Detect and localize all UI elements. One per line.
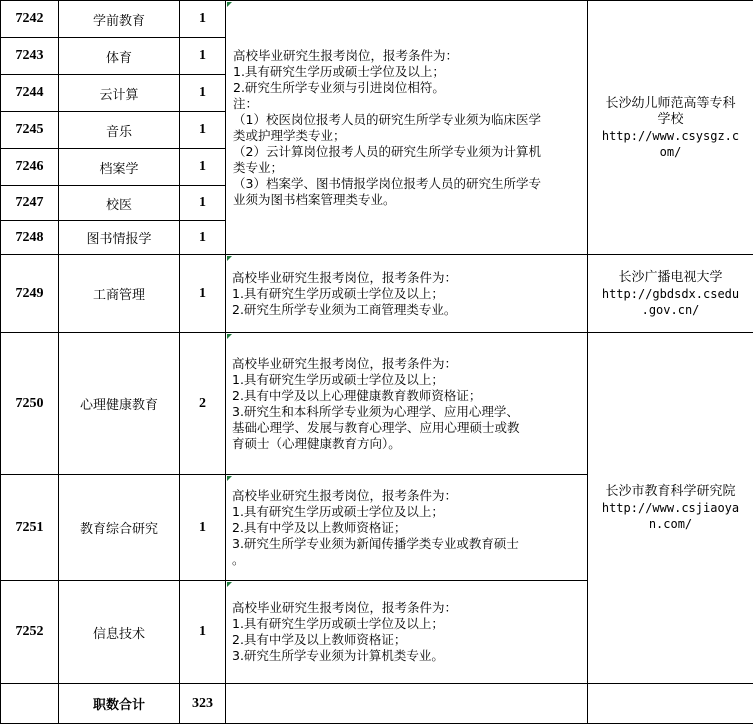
position-name: 工商管理	[59, 255, 180, 333]
position-code: 7251	[1, 475, 59, 581]
conditions-cell	[226, 255, 588, 333]
condition-line: 3.研究生和本科所学专业须为心理学、应用心理学、	[226, 404, 587, 420]
table-row	[1, 1, 753, 38]
position-name: 云计算	[59, 75, 180, 112]
position-count: 1	[180, 221, 226, 255]
position-name: 音乐	[59, 112, 180, 149]
empty-cell	[1, 684, 59, 724]
condition-line: 1.具有研究生学历或硕士学位及以上；	[226, 64, 587, 80]
condition-line: 2.研究生所学专业须为工商管理类专业。	[226, 302, 587, 318]
condition-line: 类专业；	[226, 160, 587, 176]
position-code: 7246	[1, 149, 59, 186]
employer-cell	[588, 333, 753, 684]
position-code: 7242	[1, 1, 59, 38]
employer-url: om/	[588, 144, 753, 160]
employer-url: http://www.csjiaoya	[588, 500, 753, 516]
position-count: 1	[180, 75, 226, 112]
condition-line: 3.研究生所学专业须为计算机类专业。	[226, 648, 587, 664]
position-count: 2	[180, 333, 226, 475]
conditions-cell	[226, 581, 588, 684]
employer-name: 学校	[588, 112, 753, 128]
position-count: 1	[180, 186, 226, 221]
position-code: 7252	[1, 581, 59, 684]
table-row	[1, 255, 753, 333]
conditions-cell	[226, 333, 588, 475]
condition-line: 类或护理学类专业；	[226, 128, 587, 144]
position-count: 1	[180, 581, 226, 684]
position-name: 体育	[59, 38, 180, 75]
employer-cell	[588, 1, 753, 255]
employer-url: http://www.csysgz.c	[588, 128, 753, 144]
condition-line: 2.具有中学及以上教师资格证；	[226, 520, 587, 536]
position-code: 7247	[1, 186, 59, 221]
position-name: 图书情报学	[59, 221, 180, 255]
employer-name: 长沙幼儿师范高等专科	[588, 96, 753, 112]
position-count: 1	[180, 1, 226, 38]
position-count: 1	[180, 475, 226, 581]
condition-line: 基础心理学、发展与教育心理学、应用心理硕士或教	[226, 420, 587, 436]
condition-line: 1.具有研究生学历或硕士学位及以上；	[226, 372, 587, 388]
employer-url: http://gbdsdx.csedu	[588, 286, 753, 302]
conditions-cell	[226, 1, 588, 255]
position-code: 7243	[1, 38, 59, 75]
condition-line: 2.研究生所学专业须与引进岗位相符。	[226, 80, 587, 96]
position-name: 档案学	[59, 149, 180, 186]
employer-url: .gov.cn/	[588, 302, 753, 318]
employer-name: 长沙市教育科学研究院	[588, 484, 753, 500]
condition-line: 。	[226, 552, 587, 568]
condition-line: 1.具有研究生学历或硕士学位及以上；	[226, 504, 587, 520]
position-name: 学前教育	[59, 1, 180, 38]
employer-name: 长沙广播电视大学	[588, 270, 753, 286]
condition-line: 业须为图书档案管理类专业。	[226, 192, 587, 208]
position-name: 心理健康教育	[59, 333, 180, 475]
condition-line: （2）云计算岗位报考人员的研究生所学专业须为计算机	[226, 144, 587, 160]
position-name: 教育综合研究	[59, 475, 180, 581]
condition-line: （3）档案学、图书情报学岗位报考人员的研究生所学专	[226, 176, 587, 192]
condition-line: 3.研究生所学专业须为新闻传播学类专业或教育硕士	[226, 536, 587, 552]
position-code: 7244	[1, 75, 59, 112]
condition-line: 高校毕业研究生报考岗位，报考条件为：	[226, 48, 587, 64]
empty-cell	[588, 684, 753, 724]
total-row	[1, 684, 753, 724]
position-code: 7248	[1, 221, 59, 255]
position-code: 7250	[1, 333, 59, 475]
table-row	[1, 333, 753, 475]
condition-line: 注：	[226, 96, 587, 112]
condition-line: 育硕士（心理健康教育方向）。	[226, 436, 587, 452]
condition-line: （1）校医岗位报考人员的研究生所学专业须为临床医学	[226, 112, 587, 128]
empty-cell	[226, 684, 588, 724]
position-count: 1	[180, 112, 226, 149]
condition-line: 高校毕业研究生报考岗位，报考条件为：	[226, 356, 587, 372]
conditions-cell	[226, 475, 588, 581]
position-name: 信息技术	[59, 581, 180, 684]
position-count: 1	[180, 38, 226, 75]
position-code: 7245	[1, 112, 59, 149]
employer-cell	[588, 255, 753, 333]
condition-line: 高校毕业研究生报考岗位，报考条件为：	[226, 600, 587, 616]
condition-line: 2.具有中学及以上教师资格证；	[226, 632, 587, 648]
position-name: 校医	[59, 186, 180, 221]
condition-line: 1.具有研究生学历或硕士学位及以上；	[226, 616, 587, 632]
total-value: 323	[180, 684, 226, 724]
position-code: 7249	[1, 255, 59, 333]
condition-line: 1.具有研究生学历或硕士学位及以上；	[226, 286, 587, 302]
position-count: 1	[180, 149, 226, 186]
condition-line: 高校毕业研究生报考岗位，报考条件为：	[226, 270, 587, 286]
position-count: 1	[180, 255, 226, 333]
condition-line: 2.具有中学及以上心理健康教育教师资格证；	[226, 388, 587, 404]
employer-url: n.com/	[588, 516, 753, 532]
condition-line: 高校毕业研究生报考岗位，报考条件为：	[226, 488, 587, 504]
total-label: 职数合计	[59, 684, 180, 724]
